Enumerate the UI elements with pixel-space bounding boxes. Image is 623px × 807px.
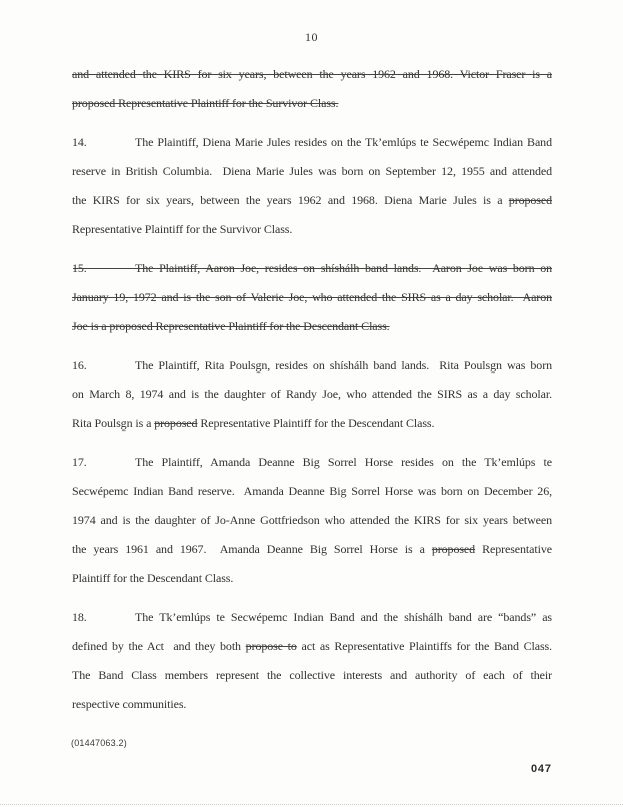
text-line (72, 89, 552, 118)
text-segment: Secwépemc Indian Band reserve. Amanda Deanne Big Sorrel Horse was born on December 26, (72, 484, 552, 498)
struck-text: Joe is a proposed Representative Plaintiff for the Descendant Class. (72, 319, 390, 333)
struck-text: January 19, 1972 and is the son of Valerie Joe, who attended the SIRS as a day scholar. Aaron (72, 290, 552, 304)
text-line (72, 448, 552, 477)
struck-text: propose to (245, 639, 297, 653)
text-line (72, 632, 552, 661)
text-segment: Representative Plaintiff for the Survivor Class. (72, 222, 293, 236)
text-segment: The Plaintiff, Diena Marie Jules resides on the Tk’emlúps te Secwépemc Indian Band (135, 135, 552, 149)
paragraph-14-diena-marie-jules (72, 128, 552, 244)
paragraph-number: 16. (72, 358, 87, 372)
text-segment: The Tk’emlúps te Secwépemc Indian Band and the shíshálh band are “bands” as (135, 610, 552, 624)
paragraph-number: 18. (72, 610, 87, 624)
text-segment: The Band Class members represent the collective interests and authority of each of their (72, 668, 552, 682)
bates-stamp-number: 047 (531, 763, 552, 775)
text-line (72, 603, 552, 632)
paragraph-number: 17. (72, 455, 87, 469)
text-segment: reserve in British Columbia. Diena Marie Jules was born on September 12, 1955 and attended (72, 164, 552, 178)
scan-edge-artifact (0, 804, 623, 805)
text-line (72, 60, 552, 89)
text-segment: Rita Poulsg̱n is a (72, 416, 155, 430)
struck-text: The Plaintiff, Aaron Joe, resides on shíshálh band lands. Aaron Joe was born on (135, 261, 552, 275)
document-body (72, 60, 552, 719)
paragraph-15-aaron-joe-struck (72, 254, 552, 341)
text-line (72, 661, 552, 690)
text-line (72, 535, 552, 564)
text-line (72, 409, 552, 438)
struck-text: proposed (154, 416, 198, 430)
struck-text: proposed Representative Plaintiff for the Survivor Class. (72, 96, 339, 110)
paragraph-16-rita-poulsgn (72, 351, 552, 438)
text-segment: Representative (475, 542, 552, 556)
text-line (72, 380, 552, 409)
paragraph-number: 15. (72, 254, 135, 283)
page-number: 10 (305, 30, 318, 44)
text-line (72, 128, 552, 157)
paragraph-13-continuation-struck (72, 60, 552, 118)
text-line (72, 351, 552, 380)
text-segment: 1974 and is the daughter of Jo-Anne Gottfriedson who attended the KIRS for six years between (72, 513, 552, 527)
text-line (72, 477, 552, 506)
text-segment: act as Representative Plaintiffs for the Band Class. (296, 639, 552, 653)
paragraph-number: 14. (72, 135, 87, 149)
text-line (72, 186, 552, 215)
text-line (72, 506, 552, 535)
text-line (72, 157, 552, 186)
text-segment: The Plaintiff, Rita Poulsg̱n, resides on shíshálh band lands. Rita Poulsg̱n was born (135, 358, 552, 372)
text-line (72, 690, 552, 719)
text-segment: the KIRS for six years, between the years 1962 and 1968. Diena Marie Jules is a (72, 193, 509, 207)
text-line (72, 564, 552, 593)
struck-text: proposed (431, 542, 476, 556)
text-line (72, 312, 552, 341)
text-segment: Plaintiff for the Descendant Class. (72, 571, 234, 585)
paragraph-18-band-class (72, 603, 552, 719)
text-segment: Representative Plaintiff for the Descendant Class. (197, 416, 435, 430)
paragraph-17-amanda-big-sorrel-horse (72, 448, 552, 593)
struck-text: and attended the KIRS for six years, between the years 1962 and 1968. Victor Fraser is a (72, 67, 552, 81)
text-segment: the years 1961 and 1967. Amanda Deanne Big Sorrel Horse is a (72, 542, 432, 556)
text-line (72, 254, 552, 283)
text-segment: respective communities. (72, 697, 187, 711)
text-line (72, 283, 552, 312)
document-file-number: (01447063.2) (71, 738, 127, 748)
text-segment: on March 8, 1974 and is the daughter of Randy Joe, who attended the SIRS as a day scholar. (72, 387, 552, 401)
text-segment: The Plaintiff, Amanda Deanne Big Sorrel Horse resides on the Tk’emlúps te (135, 455, 552, 469)
text-line (72, 215, 552, 244)
text-segment: defined by the Act and they both (72, 639, 246, 653)
struck-text: proposed (508, 193, 552, 207)
